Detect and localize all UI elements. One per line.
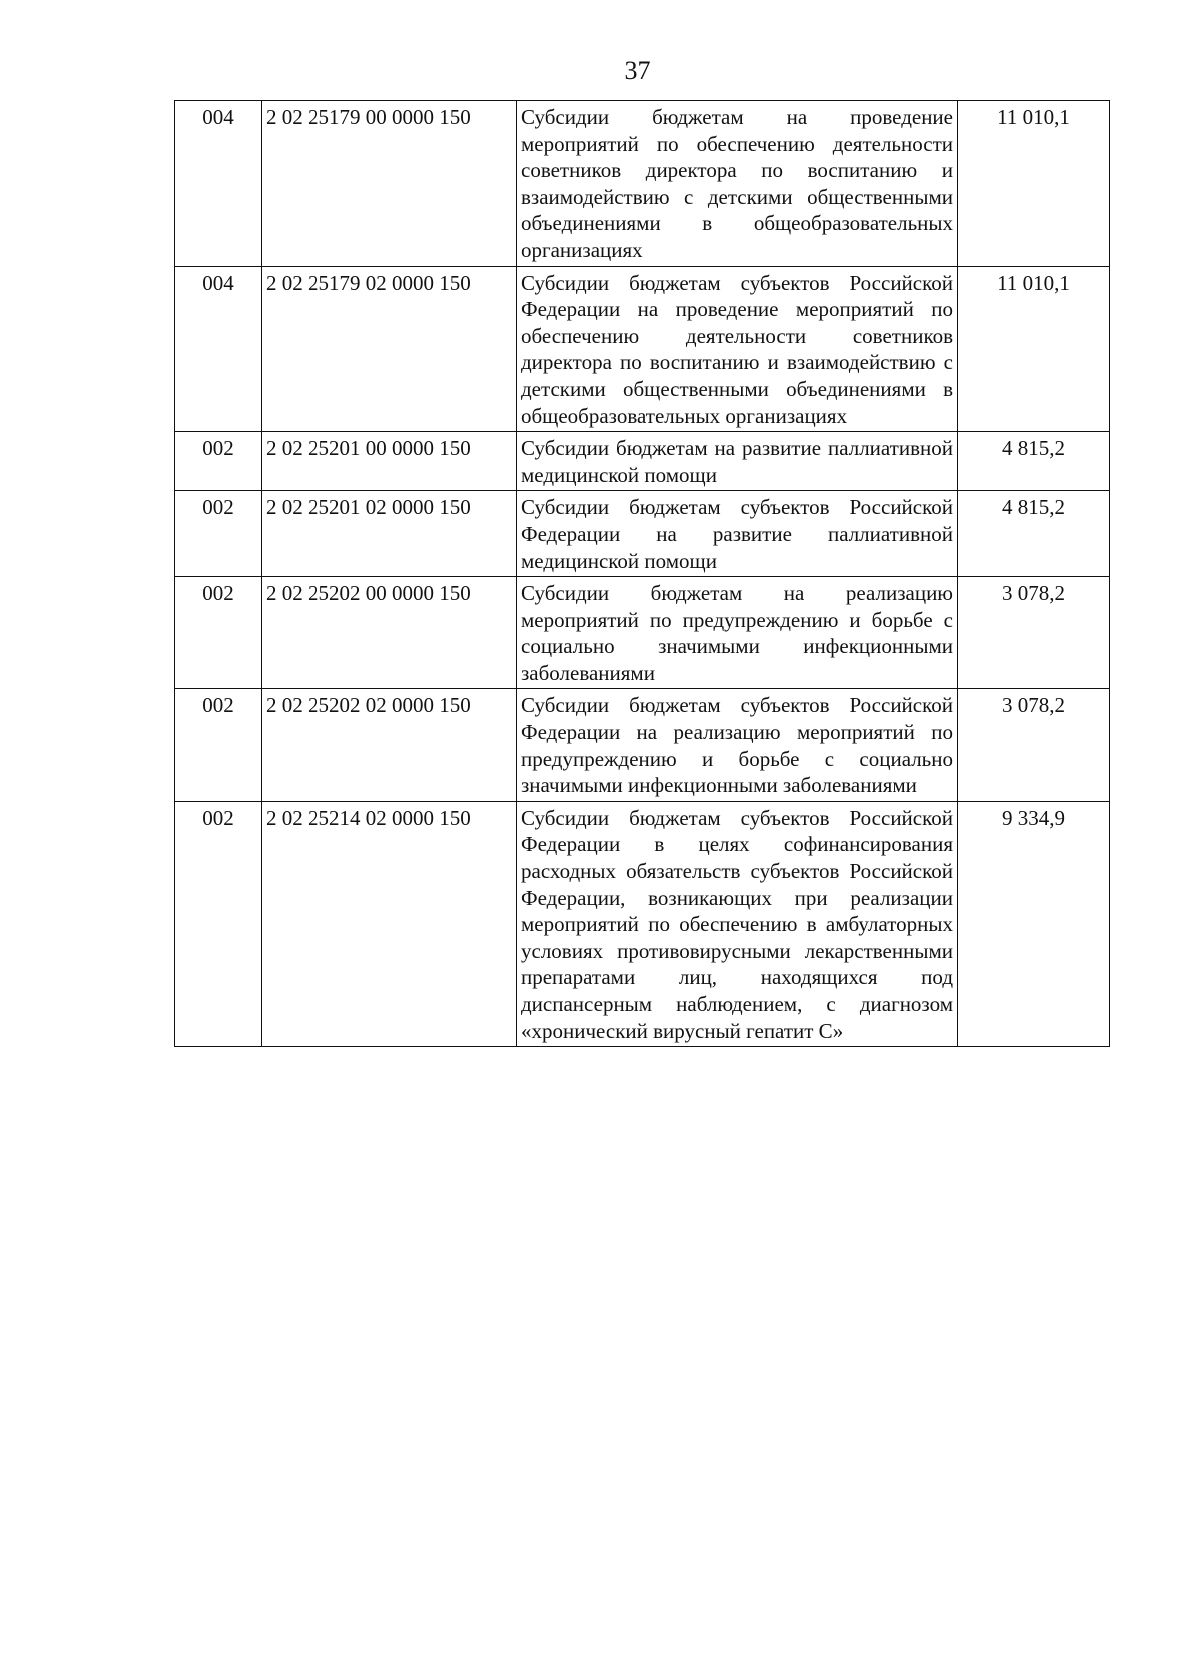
description-cell: Субсидии бюджетам на реализацию мероприятий по предупреждению и борьбе с социально значимыми инфекционными заболеваниями (517, 577, 958, 689)
budget-code-cell: 2 02 25202 00 0000 150 (262, 577, 517, 689)
admin-code-cell: 004 (175, 266, 262, 432)
budget-code-cell: 2 02 25201 02 0000 150 (262, 491, 517, 577)
table-row (175, 801, 1110, 1046)
description-cell: Субсидии бюджетам на развитие паллиативной медицинской помощи (517, 432, 958, 491)
admin-code-cell: 002 (175, 432, 262, 491)
page-number: 37 (624, 56, 651, 85)
budget-table (174, 100, 1110, 1047)
amount-cell: 11 010,1 (958, 101, 1110, 267)
table-row (175, 491, 1110, 577)
table-row (175, 689, 1110, 801)
admin-code-cell: 002 (175, 801, 262, 1046)
budget-code-cell: 2 02 25201 00 0000 150 (262, 432, 517, 491)
admin-code-cell: 002 (175, 491, 262, 577)
amount-cell: 4 815,2 (958, 432, 1110, 491)
admin-code-cell: 002 (175, 689, 262, 801)
table-row (175, 577, 1110, 689)
amount-cell: 3 078,2 (958, 577, 1110, 689)
description-cell: Субсидии бюджетам субъектов Российской Федерации на реализацию мероприятий по предупреждению и борьбе с социально значимыми инфекционными заболеваниями (517, 689, 958, 801)
admin-code-cell: 004 (175, 101, 262, 267)
amount-cell: 9 334,9 (958, 801, 1110, 1046)
table-row (175, 101, 1110, 267)
description-cell: Субсидии бюджетам на проведение мероприятий по обеспечению деятельности советников директора по воспитанию и взаимодействию с детскими общественными объединениями в общеобразовательных организациях (517, 101, 958, 267)
admin-code-cell: 002 (175, 577, 262, 689)
budget-code-cell: 2 02 25179 00 0000 150 (262, 101, 517, 267)
description-cell: Субсидии бюджетам субъектов Российской Федерации в целях софинансирования расходных обязательств субъектов Российской Федерации, возникающих при реализации мероприятий по обеспечению в амбулаторных условиях противовирусными лекарственными препаратами лиц, находящихся под диспансерным наблюдением, с диагнозом «хронический вирусный гепатит С» (517, 801, 958, 1046)
description-cell: Субсидии бюджетам субъектов Российской Федерации на проведение мероприятий по обеспечению деятельности советников директора по воспитанию и взаимодействию с детскими общественными объединениями в общеобразовательных организациях (517, 266, 958, 432)
budget-code-cell: 2 02 25179 02 0000 150 (262, 266, 517, 432)
amount-cell: 4 815,2 (958, 491, 1110, 577)
budget-code-cell: 2 02 25202 02 0000 150 (262, 689, 517, 801)
description-cell: Субсидии бюджетам субъектов Российской Федерации на развитие паллиативной медицинской помощи (517, 491, 958, 577)
amount-cell: 11 010,1 (958, 266, 1110, 432)
table-row (175, 266, 1110, 432)
amount-cell: 3 078,2 (958, 689, 1110, 801)
table-row (175, 432, 1110, 491)
budget-code-cell: 2 02 25214 02 0000 150 (262, 801, 517, 1046)
